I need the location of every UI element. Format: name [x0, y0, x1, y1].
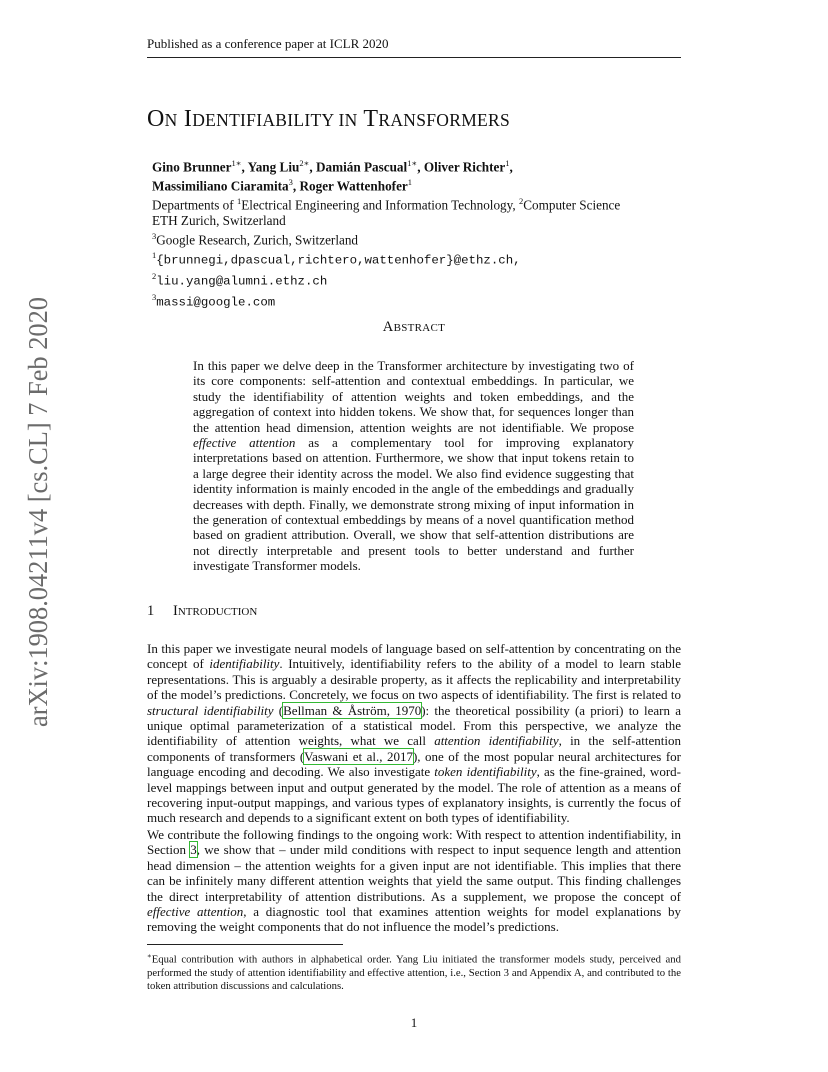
email-2: liu.yang@alumni.ethz.ch [156, 273, 328, 288]
footnote-rule [147, 944, 343, 945]
author-name: Damián Pascual [315, 159, 408, 175]
title-part: RANSFORMERS [378, 110, 511, 130]
intro-paragraph-2: We contribute the following findings to the ongoing work: With respect to attention indentifiability, in Section 3, we show that – under mild conditions with respect to input sequence length and attention head dimension – the attention weights for a given input are not identifiable. This implies that there can be infinitely many different attention weights that yield the same output. This finding challenges the direct interpretability of attention distributions. As a supplement, we propose the concept of effective attention, a diagnostic tool that examines attention weights for model explanations by removing the weight components that do not influence the model’s predictions. [147, 827, 681, 935]
title-letter: T [363, 106, 379, 132]
title-letter: I [183, 106, 193, 132]
abstract-text: In this paper we delve deep in the Transformer architecture by investigating two of its core components: self-attention and contextual embeddings. In particular, we study the identifiability of attention weights and token embeddings, and the aggregation of context into hidden tokens. We show that, for sequences longer than the attention head dimension, attention weights are not identifiable. We propose effective attention as a complementary tool for improving explanatory interpretations based on attention. Furthermore, we show that input tokens retain to a large degree their identity across the model. We also find evidence suggesting that identity information is mainly encoded in the angle of the embeddings and gradually decreases with depth. Finally, we demonstrate strong mixing of input information in the generation of contextual embeddings by means of a novel quantification method based on gradient attribution. Overall, we show that self-attention distributions are not directly interpretable and present tools to better understand and further investigate Transformer models. [193, 358, 634, 574]
affiliation-line-3: $^3$Google Research, Zurich, Switzerland [152, 230, 359, 247]
section-ref-link[interactable]: 3 [190, 842, 197, 858]
email-1: {brunnegi,dpascual,richtero,wattenhofer}@ethz.ch, [156, 252, 521, 267]
author-sup: 1 [407, 176, 413, 187]
intro-paragraph-1: In this paper we investigate neural models of language based on self-attention by concentrating on the concept of identifiability. Intuitively, identifiability refers to the ability of a model to learn stable representations. This is arguably a desirable property, as it affects the replicability and interpretability of the model’s predictions. Concretely, we focus on two aspects of identifiability. The first is related to structural identifiability (Bellman & Åström, 1970): the theoretical possibility (a priori) to learn a unique optimal parameterization of a statistical model. From this perspective, we analyze the identifiability of attention weights, what we call attention identifiability, in the self-attention components of transformers (Vaswani et al., 2017), one of the most popular neural architectures for language encoding and decoding. We also investigate token identifiability, as the fine-grained, word-level mappings between input and output generated by the model. The role of attention as a means of recovering input-output mappings, and various types of explanatory insights, is currently the focus of much research and depends to a significant extent on both types of identifiability. [147, 641, 681, 826]
email-line-1: $^1${brunnegi,dpascual,richtero,wattenhofer}@ethz.ch, [152, 249, 521, 267]
arxiv-stamp [18, 297, 54, 727]
affiliation-line-1: Departments of $^1$Electrical Engineering and Information Technology, $^2$Computer Science [152, 195, 621, 213]
title-part: DENTIFIABILITY IN [192, 110, 358, 130]
email-line-2: $^2$liu.yang@alumni.ethz.ch [152, 270, 328, 288]
author-line-2: Massimiliano Ciaramita$^3$, Roger Wattenhofer$^1$ [152, 176, 413, 194]
page-number: 1 [410, 1015, 418, 1030]
author-name: Massimiliano Ciaramita [152, 178, 289, 194]
citation-link-bellman[interactable]: Bellman & Åström, 1970 [283, 702, 422, 718]
author-block [152, 156, 620, 310]
footnote-text: Equal contribution with authors in alphabetical order. Yang Liu initiated the transformer models study, perceived and performed the study of attention identifiability and effective attention, i.e., Section 3 and Appendix A, and contributed to the token attribution discussions and calculations. [147, 953, 681, 992]
author-name: Roger Wattenhofer [299, 178, 408, 194]
paper-title [147, 106, 510, 133]
title-letter: O [147, 106, 165, 132]
email-3: massi@google.com [156, 294, 276, 309]
title-part: N [164, 110, 178, 130]
author-name: Gino Brunner [152, 159, 232, 175]
citation-link-vaswani[interactable]: Vaswani et al., 2017 [304, 748, 413, 764]
author-sup: 2∗ [299, 158, 310, 168]
affiliation-line-2: ETH Zurich, Switzerland [152, 212, 286, 228]
footnote-mark: ∗ [147, 952, 152, 960]
author-sup: 1∗ [231, 158, 242, 168]
author-sup: 3 [288, 176, 293, 187]
author-sup: 1∗ [407, 158, 418, 168]
author-line-1: Gino Brunner$^{1∗}$, Yang Liu$^{2∗}$, Damián Pascual$^{1∗}$, Oliver Richter$^1$, [152, 158, 513, 175]
author-name: Yang Liu [247, 159, 300, 175]
author-sup: 1 [505, 158, 510, 168]
abstract-emphasis: effective attention [193, 435, 296, 451]
running-header: Published as a conference paper at ICLR 2020 [147, 36, 681, 58]
email-line-3: $^3$massi@google.com [152, 291, 276, 309]
section-heading: 1 INTRODUCTION [147, 603, 258, 619]
section-number: 1 [147, 603, 155, 619]
abstract-heading: ABSTRACT [382, 319, 446, 335]
arxiv-stamp-text: arXiv:1908.04211v4 [cs.CL] 7 Feb 2020 [22, 297, 53, 727]
footnote [147, 950, 681, 993]
author-name: Oliver Richter [423, 159, 506, 175]
